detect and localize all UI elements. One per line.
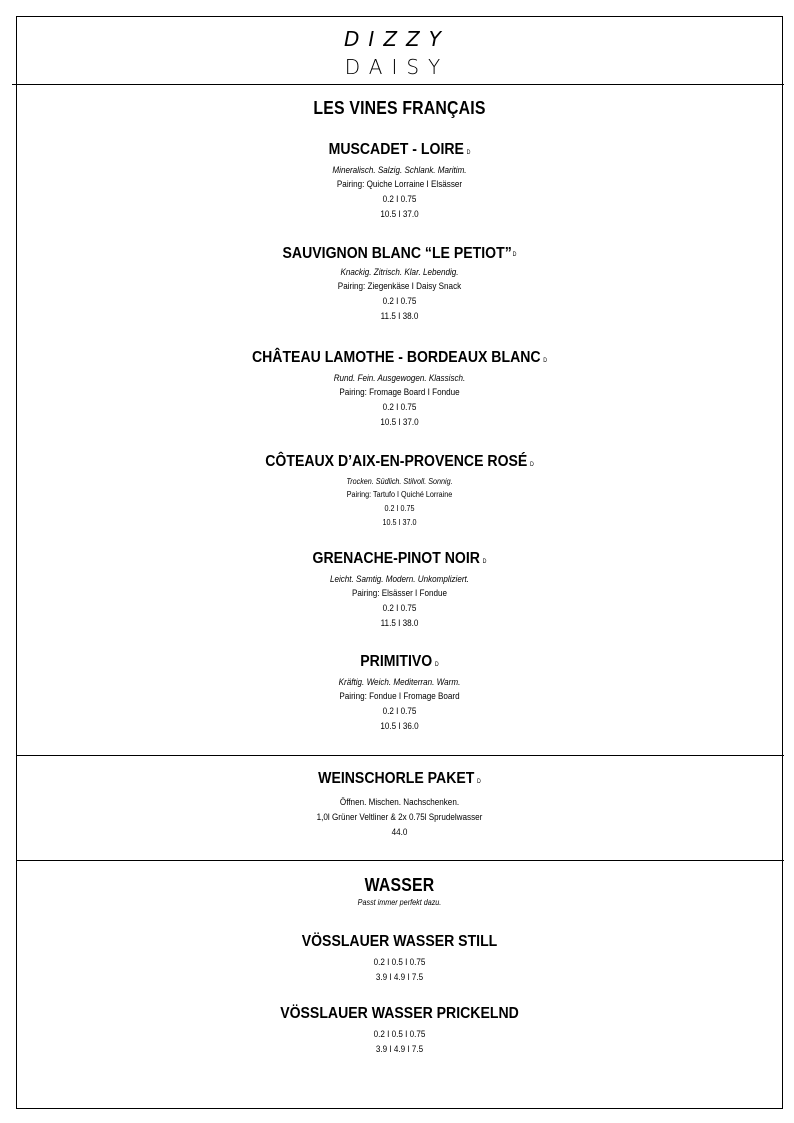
wine-prices: 10.5 I 37.0: [380, 417, 419, 427]
wine-description: Leicht. Samtig. Modern. Unkompliziert.: [329, 574, 470, 584]
wine-name: CHÂTEAU LAMOTHE - BORDEAUX BLANC: [251, 349, 541, 366]
wine-description: Mineralisch. Salzig. Schlank. Maritim.: [332, 165, 467, 175]
wine-item: [16, 652, 783, 734]
wine-pairing: Pairing: Ziegenkäse I Daisy Snack: [337, 281, 462, 291]
wine-item: [16, 140, 783, 222]
wine-item: [16, 452, 783, 530]
wine-name: GRENACHE-PINOT NOIR: [312, 550, 480, 567]
water-prices: 3.9 I 4.9 I 7.5: [375, 972, 424, 982]
logo-line-1: DIZZY: [344, 27, 450, 51]
wine-name: CÔTEAUX D’AIX-EN-PROVENCE ROSÉ: [265, 453, 528, 470]
wine-prices: 10.5 I 37.0: [382, 518, 417, 527]
wine-name: SAUVIGNON BLANC “LE PETIOT”: [282, 245, 512, 262]
wine-name: MUSCADET - LOIRE: [328, 141, 464, 158]
water-name: VÖSSLAUER WASSER STILL: [301, 933, 498, 950]
marker: D: [482, 559, 487, 565]
schorle-contents: 1,0l Grüner Veltliner & 2x 0.75l Sprudelwasser: [316, 812, 483, 822]
marker: D: [466, 150, 471, 156]
wine-sizes: 0.2 I 0.75: [382, 706, 417, 716]
water-name: VÖSSLAUER WASSER PRICKELND: [280, 1005, 519, 1022]
water-item: [16, 932, 783, 985]
wine-sizes: 0.2 I 0.75: [382, 603, 417, 613]
logo-line-2: DAISY: [344, 55, 450, 79]
section-title-wines: LES VINES FRANÇAIS: [313, 98, 486, 118]
marker: D: [476, 779, 481, 785]
wine-pairing: Pairing: Tartufo I Quiché Lorraine: [346, 490, 453, 499]
divider-schorle: [16, 755, 784, 756]
schorle-item: [16, 769, 783, 840]
wine-prices: 10.5 I 37.0: [380, 209, 419, 219]
wine-description: Kräftig. Weich. Mediterran. Warm.: [338, 677, 461, 687]
wine-pairing: Pairing: Elsässer I Fondue: [351, 588, 448, 598]
wine-sizes: 0.2 I 0.75: [384, 504, 415, 513]
marker: D: [529, 462, 534, 468]
wine-pairing: Pairing: Fromage Board I Fondue: [339, 387, 460, 397]
wine-sizes: 0.2 I 0.75: [382, 402, 417, 412]
wine-pairing: Pairing: Quiche Lorraine I Elsässer: [336, 179, 463, 189]
water-item: [16, 1004, 783, 1057]
schorle-name: WEINSCHORLE PAKET: [318, 770, 475, 787]
marker: D: [543, 358, 548, 364]
wine-item: [16, 549, 783, 631]
wine-item: [16, 348, 783, 430]
divider-water: [16, 860, 784, 861]
wine-name: PRIMITIVO: [360, 653, 433, 670]
wine-description: Knackig. Zitrisch. Klar. Lebendig.: [340, 267, 459, 277]
water-prices: 3.9 I 4.9 I 7.5: [375, 1044, 424, 1054]
wine-prices: 10.5 I 36.0: [380, 721, 419, 731]
wine-sizes: 0.2 I 0.75: [382, 194, 417, 204]
schorle-price: 44.0: [391, 827, 408, 837]
wine-description: Rund. Fein. Ausgewogen. Klassisch.: [333, 373, 466, 383]
water-sizes: 0.2 I 0.5 I 0.75: [373, 1029, 426, 1039]
marker: D: [434, 662, 439, 668]
wine-sizes: 0.2 I 0.75: [382, 296, 417, 306]
water-subtitle: Passt immer perfekt dazu.: [357, 898, 442, 907]
marker: D: [512, 252, 517, 258]
water-sizes: 0.2 I 0.5 I 0.75: [373, 957, 426, 967]
wine-prices: 11.5 I 38.0: [380, 311, 419, 321]
divider-header: [12, 84, 784, 85]
section-title-water: WASSER Passt immer perfekt dazu.: [16, 874, 783, 910]
wine-item: [16, 244, 783, 324]
wine-pairing: Pairing: Fondue I Fromage Board: [339, 691, 460, 701]
wine-description: Trocken. Südlich. Stilvoll. Sonnig.: [346, 477, 453, 486]
schorle-tagline: Öffnen. Mischen. Nachschenken.: [339, 797, 460, 807]
wine-prices: 11.5 I 38.0: [380, 618, 419, 628]
